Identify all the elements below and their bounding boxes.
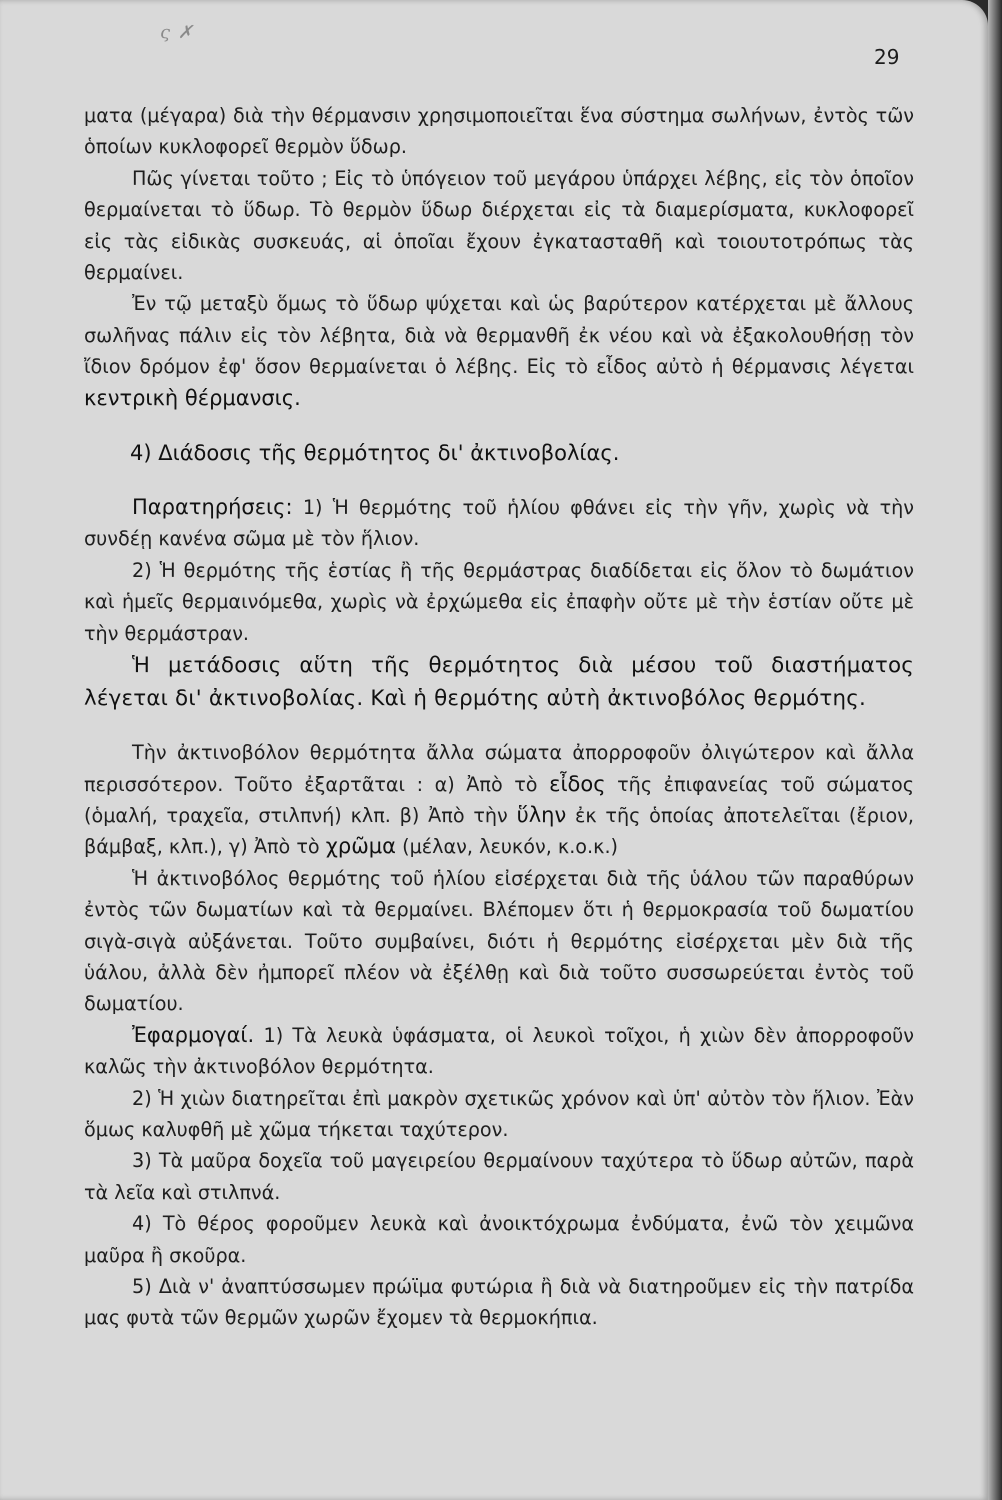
page-number: 29 bbox=[874, 45, 900, 69]
page-edge-shadow bbox=[988, 0, 1002, 1500]
paragraph-absorption bbox=[84, 737, 914, 863]
term-kind: εἶδος bbox=[549, 771, 606, 796]
observation-2: 2) Ἡ θερμότης τῆς ἑστίας ἢ τῆς θερμάστρας διαδίδεται εἰς ὅλον τὸ δωμάτιον καὶ ἡμεῖς θερμαινόμεθα, χωρὶς νὰ ἐρχώμεθα εἰς ἐπαφὴν οὔτε μὲ τὴν ἑστίαν οὔτε μὲ τὴν θερμάστραν. bbox=[84, 558, 914, 645]
application-4: 4) Τὸ θέρος φοροῦμεν λευκὰ καὶ ἀνοικτόχρωμα ἐνδύματα, ἐνῶ τὸν χειμῶνα μαῦρα ἢ σκοῦρα. bbox=[84, 1212, 914, 1267]
paragraph-text: Ἐν τῷ μεταξὺ ὅμως τὸ ὕδωρ ψύχεται καὶ ὡς βαρύτερον κατέρχεται μὲ ἄλλους σωλῆνας πάλιν εἰς τὸν λέβητα, διὰ νὰ θερμανθῆ ἐκ νέου καὶ νὰ ἐξακολουθήσῃ τὸν ἴδιον δρόμον ἐφ' ὅσον θερμαίνεται ὁ λέβης. Εἰς τὸ εἶδος αὐτὸ ἡ θέρμανσις λέγεται bbox=[84, 292, 914, 379]
observation-1 bbox=[84, 492, 914, 555]
applications-label: Ἐφαρμογαί. bbox=[132, 1022, 255, 1047]
term-material: ὕλην bbox=[516, 802, 567, 827]
paragraph-central-heating bbox=[84, 288, 914, 414]
application-1 bbox=[84, 1020, 914, 1083]
paragraph-text: τῆς ἐπιφανείας τοῦ σώματος (ὁμαλή, τραχεῖα, στιλπνή) κλπ. β) Ἀπὸ τὴν bbox=[84, 772, 914, 827]
observations-label: Παρατηρήσεις: bbox=[132, 495, 293, 520]
paragraph-window-heat: Ἡ ἀκτινοβόλος θερμότης τοῦ ἡλίου εἰσέρχεται διὰ τῆς ὑάλου τῶν παραθύρων ἐντὸς τῶν δωματίων καὶ τὰ θερμαίνει. Βλέπομεν ὅτι ἡ θερμοκρασία τοῦ δωματίου σιγὰ-σιγὰ αὐξάνεται. Τοῦτο συμβαίνει, διότι ἡ θερμότης εἰσέρχεται μὲν διὰ τῆς ὑάλου, ἀλλὰ δὲν ἠμπορεῖ πλέον νὰ ἐξέλθῃ καὶ διὰ τοῦτο συσσωρεύεται ἐντὸς τοῦ δωματίου. bbox=[84, 866, 914, 1016]
margin-annotation: ς ✗ bbox=[160, 22, 194, 43]
section-heading: 4) Διάδοσις τῆς θερμότητος δι' ἀκτινοβολίας. bbox=[130, 441, 620, 466]
paragraph-text: ἐκ τῆς ὁποίας ἀποτελεῖται (ἔριον, βάμβαξ, κλπ.), γ) Ἀπὸ τὸ bbox=[84, 803, 915, 859]
application-2: 2) Ἡ χιὼν διατηρεῖται ἐπὶ μακρὸν σχετικῶς χρόνον καὶ ὑπ' αὐτὸν τὸν ἥλιον. Ἐὰν ὅμως καλυφθῆ μὲ χῶμα τήκεται ταχύτερον. bbox=[84, 1086, 914, 1141]
radiation-definition: Ἡ μετάδοσις αὕτη τῆς θερμότητος διὰ μέσου τοῦ διαστήματος λέγεται δι' ἀκτινοβολίας. Καὶ ἡ θερμότης αὐτὴ ἀκτινοβόλος θερμότης. bbox=[84, 653, 914, 712]
observation-text: 1) Ἡ θερμότης τοῦ ἡλίου φθάνει εἰς τὴν γῆν, χωρὶς νὰ τὴν συνδέῃ κανένα σῶμα μὲ τὸν ἥλιον. bbox=[84, 496, 914, 551]
page-body bbox=[84, 100, 914, 1334]
term-central-heating: κεντρικὴ θέρμανσις. bbox=[84, 385, 301, 410]
paragraph-continuation: ματα (μέγαρα) διὰ τὴν θέρμανσιν χρησιμοποιεῖται ἕνα σύστημα σωλήνων, ἐντὸς τῶν ὁποίων κυκλοφορεῖ θερμὸν ὕδωρ. bbox=[84, 104, 914, 159]
paragraph-text: (μέλαν, λευκόν, κ.ο.κ.) bbox=[402, 835, 619, 859]
application-5: 5) Διὰ ν' ἀναπτύσσωμεν πρώϊμα φυτώρια ἢ διὰ νὰ διατηροῦμεν εἰς τὴν πατρίδα μας φυτὰ τῶν θερμῶν χωρῶν ἔχομεν τὰ θερμοκήπια. bbox=[84, 1275, 914, 1330]
paragraph-how-it-works: Πῶς γίνεται τοῦτο ; Εἰς τὸ ὑπόγειον τοῦ μεγάρου ὑπάρχει λέβης, εἰς τὸν ὁποῖον θερμαίνεται τὸ ὕδωρ. Τὸ θερμὸν ὕδωρ διέρχεται εἰς τὰ διαμερίσματα, κυκλοφορεῖ εἰς τὰς εἰδικὰς συσκευάς, αἱ ὁποῖαι ἔχουν ἐγκατασταθῆ καὶ τοιουτοτρόπως τὰς θερμαίνει. bbox=[84, 166, 914, 285]
term-color: χρῶμα bbox=[325, 834, 396, 859]
application-3: 3) Τὰ μαῦρα δοχεῖα τοῦ μαγειρείου θερμαίνουν ταχύτερα τὸ ὕδωρ αὐτῶν, παρὰ τὰ λεῖα καὶ στιλπνά. bbox=[84, 1149, 914, 1204]
paragraph-text: Τὴν ἀκτινοβόλον θερμότητα ἄλλα σώματα ἀπορροφοῦν ὀλιγώτερον καὶ ἄλλα περισσότερον. Τοῦτο ἐξαρτᾶται : α) Ἀπὸ τὸ bbox=[84, 741, 914, 796]
application-text: 1) Τὰ λευκὰ ὑφάσματα, οἱ λευκοὶ τοῖχοι, ἡ χιὼν δὲν ἀπορροφοῦν καλῶς τὴν ἀκτινοβόλον θερμότητα. bbox=[84, 1023, 914, 1079]
